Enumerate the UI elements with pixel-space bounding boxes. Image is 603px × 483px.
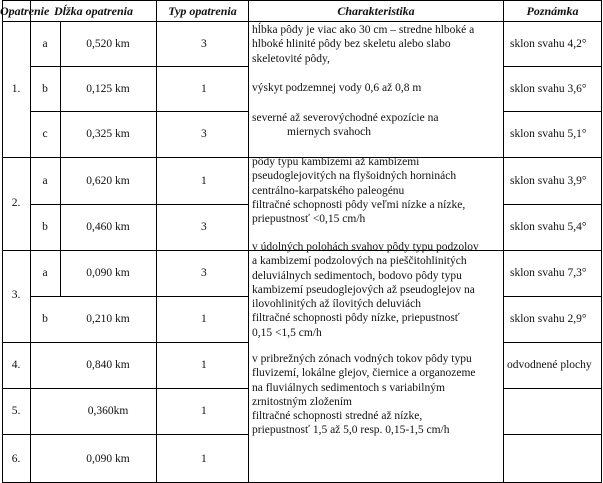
table-border-top	[2, 0, 602, 1]
characteristics-line: priepustnosť 1,5 až 5,0 resp. 0,15-1,5 cm/h	[252, 424, 450, 437]
characteristics-line: na fluviálnych sedimentoch s variabilným	[252, 381, 445, 394]
row-type: 1	[201, 175, 207, 187]
characteristics-line: pôdy typu kambizemí až kambizemí	[252, 156, 420, 168]
row-length: 0,620 km	[86, 175, 130, 187]
col-divider-1	[30, 0, 31, 483]
characteristics-line: kambizemí pseudoglejových až pseudoglejov na	[252, 283, 475, 296]
characteristics-line: priepustnosť <0,15 cm/h	[252, 213, 366, 226]
row-type: 3	[201, 267, 207, 279]
characteristics-line: 0,15 <1,5 cm/h	[252, 326, 322, 339]
row-type: 3	[201, 128, 207, 140]
row-length: 0,125 km	[86, 83, 130, 95]
group-border-3	[2, 342, 249, 343]
row-sub: c	[42, 128, 48, 140]
group-border-5b	[503, 434, 602, 435]
row-note: sklon svahu 5,4°	[510, 221, 587, 233]
characteristics-line: deluviálnych sedimentoch, bodovo pôdy typu	[252, 269, 462, 282]
row-sub: a	[42, 175, 48, 187]
group-number: 4.	[11, 359, 21, 371]
characteristics-line: miernych svahoch	[287, 126, 371, 139]
row-note: sklon svahu 3,9°	[510, 175, 587, 187]
col-divider-6	[601, 0, 602, 483]
row-sub: b	[42, 83, 48, 95]
row-length: 0,360km	[87, 405, 129, 417]
characteristics-line: v pribrežných zónach vodných tokov pôdy typu	[252, 353, 472, 365]
row-border-1c	[30, 111, 249, 112]
characteristics-line: filtračné schopnosti pôdy veľmi nízke a nízke,	[252, 198, 466, 211]
characteristics-group-2	[252, 155, 502, 226]
row-type: 1	[201, 405, 207, 417]
header-typ: Typ opatrenia	[168, 4, 237, 18]
row-note: sklon svahu 2,9°	[510, 313, 587, 325]
row-type: 1	[201, 313, 207, 325]
characteristics-line: a kambizemí podzolových na pieščitohlinitých	[252, 255, 467, 268]
row-type: 3	[201, 38, 207, 50]
characteristics-line: hlboké hlinité pôdy bez skeletu alebo slabo	[252, 38, 451, 51]
characteristics-line: filtračné schopnosti stredné až nízke,	[252, 410, 423, 423]
row-sub: a	[42, 267, 48, 279]
group-number: 6.	[11, 453, 21, 465]
characteristics-line: severné až severovýchodné expozície na	[252, 112, 439, 124]
group-border-4b	[503, 388, 602, 389]
characteristics-line: zrnitostným zložením	[252, 395, 352, 408]
characteristics-line: výskyt podzemnej vody 0,6 až 0,8 m	[252, 82, 422, 94]
row-sub: b	[42, 313, 48, 325]
row-note: odvodnené plochy	[507, 359, 592, 371]
row-note: sklon svahu 7,3°	[510, 267, 587, 279]
characteristics-group-1	[252, 23, 502, 66]
header-poznamka: Poznámka	[526, 4, 579, 18]
group-number: 2.	[11, 197, 21, 209]
row-type: 1	[201, 359, 207, 371]
group-border-4	[2, 388, 249, 389]
characteristics-line: hĺbka pôdy je viac ako 30 cm – stredne hlboké a	[252, 24, 475, 36]
header-bottom-border	[2, 21, 602, 22]
row-sub: a	[42, 38, 48, 50]
characteristics-group-3	[252, 240, 502, 340]
header-charakteristika: Charakteristika	[337, 4, 415, 18]
row-length: 0,520 km	[86, 38, 130, 50]
col-divider-2	[60, 22, 61, 297]
row-note: sklon svahu 4,2°	[510, 38, 587, 50]
characteristics-line: ilovohlinitých až ílovitých deluviách	[252, 298, 421, 311]
characteristics-line: skeletovité pôdy,	[252, 52, 330, 65]
row-length: 0,460 km	[86, 221, 130, 233]
row-length: 0,840 km	[86, 359, 130, 371]
group-border-3b	[503, 342, 602, 343]
col-divider-3	[156, 0, 157, 483]
row-border-1b	[30, 66, 249, 67]
col-divider-5	[503, 0, 504, 483]
row-type: 1	[201, 83, 207, 95]
group-number: 1.	[11, 83, 21, 95]
group-border-5	[2, 434, 249, 435]
row-type: 1	[201, 453, 207, 465]
row-border-1c-note	[503, 111, 602, 112]
row-border-3b-note	[503, 296, 602, 297]
row-type: 3	[201, 221, 207, 233]
header-dlzka: Dĺžka opatrenia	[53, 4, 133, 18]
characteristics-line: v údolných polohách svahov pôdy typu podzolov	[252, 241, 479, 253]
characteristics-group-1c	[252, 111, 502, 140]
characteristics-line: filtračné schopnosti pôdy nízke, priepustnosť	[252, 312, 460, 325]
header-opatrenie: Opatrenie	[0, 4, 50, 18]
row-border-3b	[30, 296, 249, 297]
characteristics-line: centrálno-karpatského paleogénu	[252, 184, 405, 197]
row-border-2b	[30, 204, 249, 205]
group-number: 5.	[11, 405, 21, 417]
row-length: 0,090 km	[86, 267, 130, 279]
characteristics-line: fluvizemí, lokálne glejov, čiernice a organozeme	[252, 367, 476, 380]
characteristics-group-4	[252, 352, 502, 438]
row-length: 0,090 km	[86, 453, 130, 465]
row-length: 0,210 km	[86, 313, 130, 325]
row-sub: b	[42, 221, 48, 233]
row-length: 0,325 km	[86, 128, 130, 140]
col-divider-4	[248, 0, 249, 483]
characteristics-group-1b	[252, 81, 502, 95]
group-number: 3.	[11, 289, 21, 301]
characteristics-line: pseudoglejovitých na flyšoidných horninách	[252, 170, 457, 183]
row-note: sklon svahu 3,6°	[510, 83, 587, 95]
row-note: sklon svahu 5,1°	[510, 128, 587, 140]
row-border-2b-note	[503, 204, 602, 205]
row-border-1b-note	[503, 66, 602, 67]
